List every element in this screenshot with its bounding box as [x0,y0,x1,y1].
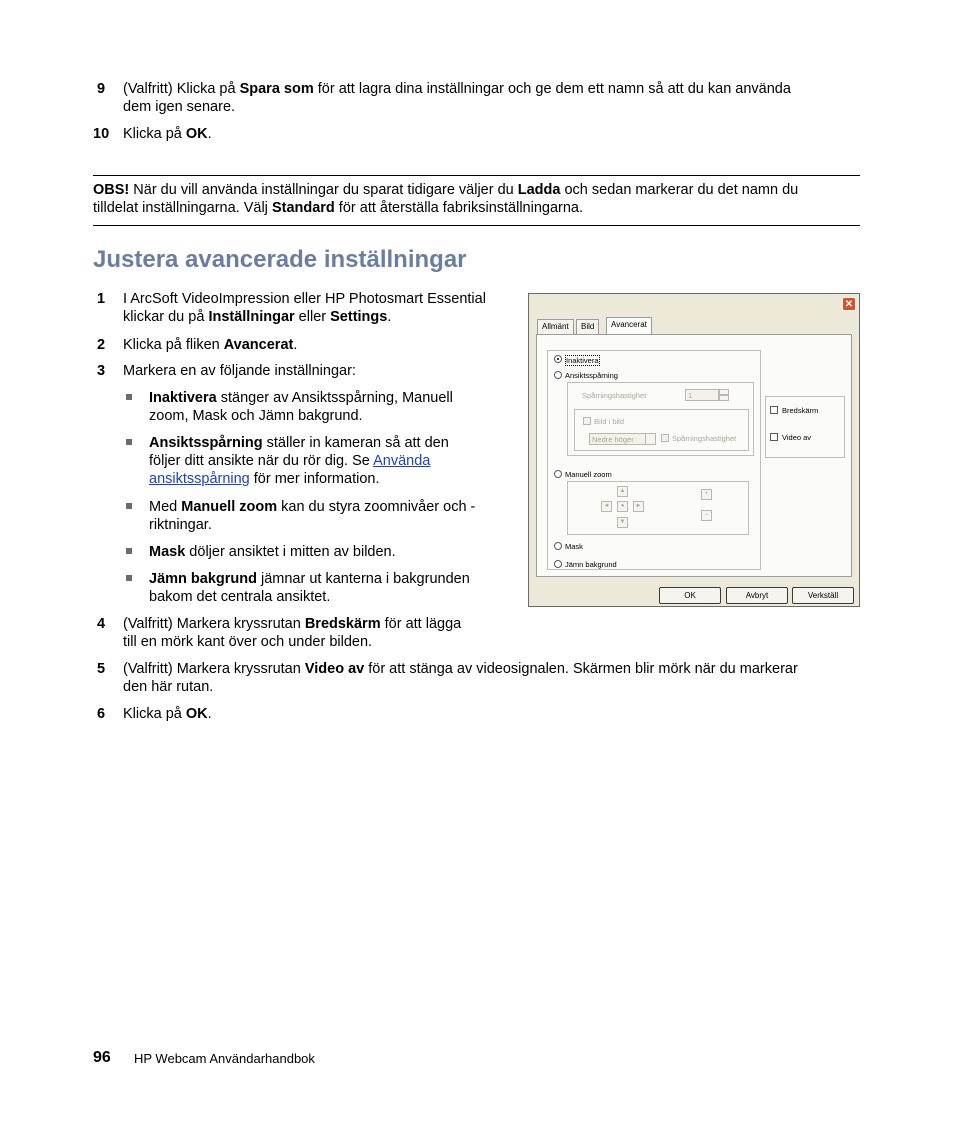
bullet-manuell-zoom: Med Manuell zoom kan du styra zoomnivåer och - riktningar. [149,499,476,533]
radio-manual-zoom[interactable] [554,470,562,478]
chevron-down-icon[interactable] [645,433,656,445]
step-4-text: (Valfritt) Markera kryssrutan Bredskärm för att lägga till en mörk kant över och under bilden. [123,616,462,650]
step-number: 9 [97,81,106,97]
section-heading: Justera avancerade inställningar [93,246,467,273]
tab-avancerat[interactable]: Avancerat [606,317,652,335]
radio-mask-label: Mask [565,542,583,551]
bullet-marker [126,394,132,400]
page-number: 96 [93,1049,111,1066]
chk-video-off[interactable] [770,433,778,441]
arrow-down-icon[interactable]: ▼ [617,517,628,528]
link-using-face-tracking[interactable]: Använda [373,453,431,469]
step-number: 10 [93,126,110,142]
tracking-speed-label: Spårningshastighet [582,391,647,400]
chk-widescreen-label: Bredskärm [782,406,819,415]
radio-face-tracking[interactable] [554,371,562,379]
tab-bild[interactable]: Bild [576,319,599,334]
close-icon[interactable]: ✕ [842,297,856,311]
bullet-marker [126,503,132,509]
radio-smooth-background[interactable] [554,560,562,568]
tracking-speed-value: 1 [688,391,693,400]
spin-down-icon[interactable] [719,395,729,401]
center-icon[interactable]: ● [617,501,628,512]
step-1-text: I ArcSoft VideoImpression eller HP Photosmart Essential klickar du på Inställningar eller Settings. [123,291,486,325]
bullet-marker [126,575,132,581]
tracking-speed-input[interactable] [685,389,719,401]
arrow-left-icon[interactable]: ◄ [601,501,612,512]
step-10-text: Klicka på OK. [123,126,212,142]
step-number: 5 [97,661,106,677]
step-number: 3 [97,363,106,379]
step-3-text: Markera en av följande inställningar: [123,363,356,379]
note-bottom-rule [93,225,860,226]
advanced-panel [536,334,852,577]
step-5-text: (Valfritt) Markera kryssrutan Video av för att stänga av videosignalen. Skärmen blir mörk när du markerar den här rutan. [123,661,798,695]
chk-tracking-speed[interactable] [661,434,669,442]
radio-disable-label: Inaktivera [566,356,599,365]
radio-mask[interactable] [554,542,562,550]
apply-button[interactable]: Verkställ [792,587,854,604]
footer-title: HP Webcam Användarhandbok [134,1051,315,1066]
ok-button[interactable]: OK [659,587,721,604]
bullet-marker [126,439,132,445]
step-number: 2 [97,337,106,353]
bullet-mask: Mask döljer ansiktet i mitten av bilden. [149,544,396,560]
chk-video-off-label: Video av [782,433,812,442]
step-number: 4 [97,616,106,632]
dialog-titlebar [529,294,859,314]
note-top-rule [93,175,860,176]
step-9-text: (Valfritt) Klicka på Spara som för att lagra dina inställningar och ge dem ett namn så att du kan använda dem igen senare. [123,81,791,115]
chk-picture-in-picture[interactable] [583,417,591,425]
arrow-right-icon[interactable]: ► [633,501,644,512]
arrow-up-icon[interactable]: ▲ [617,486,628,497]
bullet-inaktivera: Inaktivera stänger av Ansiktsspårning, Manuell zoom, Mask och Jämn bakgrund. [149,390,453,424]
bullet-marker [126,548,132,554]
step-number: 6 [97,706,106,722]
radio-smooth-background-label: Jämn bakgrund [565,560,617,569]
chk-widescreen[interactable] [770,406,778,414]
settings-dialog [528,293,860,607]
radio-disable[interactable] [554,355,562,363]
position-select-value: Nedre höger [592,435,634,444]
step-6-text: Klicka på OK. [123,706,212,722]
zoom-out-icon[interactable]: − [701,510,712,521]
radio-manual-zoom-label: Manuell zoom [565,470,612,479]
note-text: OBS! När du vill använda inställningar du sparat tidigare väljer du Ladda och sedan markerar du det namn du tilldelat inställningarna. Välj Standard för att återställa fabriksinställningarna. [93,182,799,216]
cancel-button[interactable]: Avbryt [726,587,788,604]
radio-face-tracking-label: Ansiktsspårning [565,371,618,380]
chk-tracking-speed-label: Spårningshastighet [672,434,737,443]
zoom-in-icon[interactable]: + [701,489,712,500]
chk-picture-in-picture-label: Bild i bild [594,417,625,426]
step-number: 1 [97,291,106,307]
manual-zoom-group [567,481,749,535]
bullet-jamn-bakgrund: Jämn bakgrund jämnar ut kanterna i bakgrunden bakom det centrala ansiktet. [149,571,470,605]
bullet-ansiktssparning: Ansiktsspårning ställer in kameran så att den följer ditt ansikte när du rör dig. Se Använda ansiktsspårning för mer information. [149,435,449,487]
link-using-face-tracking-cont[interactable]: ansiktsspårning [149,471,250,487]
step-2-text: Klicka på fliken Avancerat. [123,337,298,353]
tab-allmant[interactable]: Allmänt [537,319,574,334]
